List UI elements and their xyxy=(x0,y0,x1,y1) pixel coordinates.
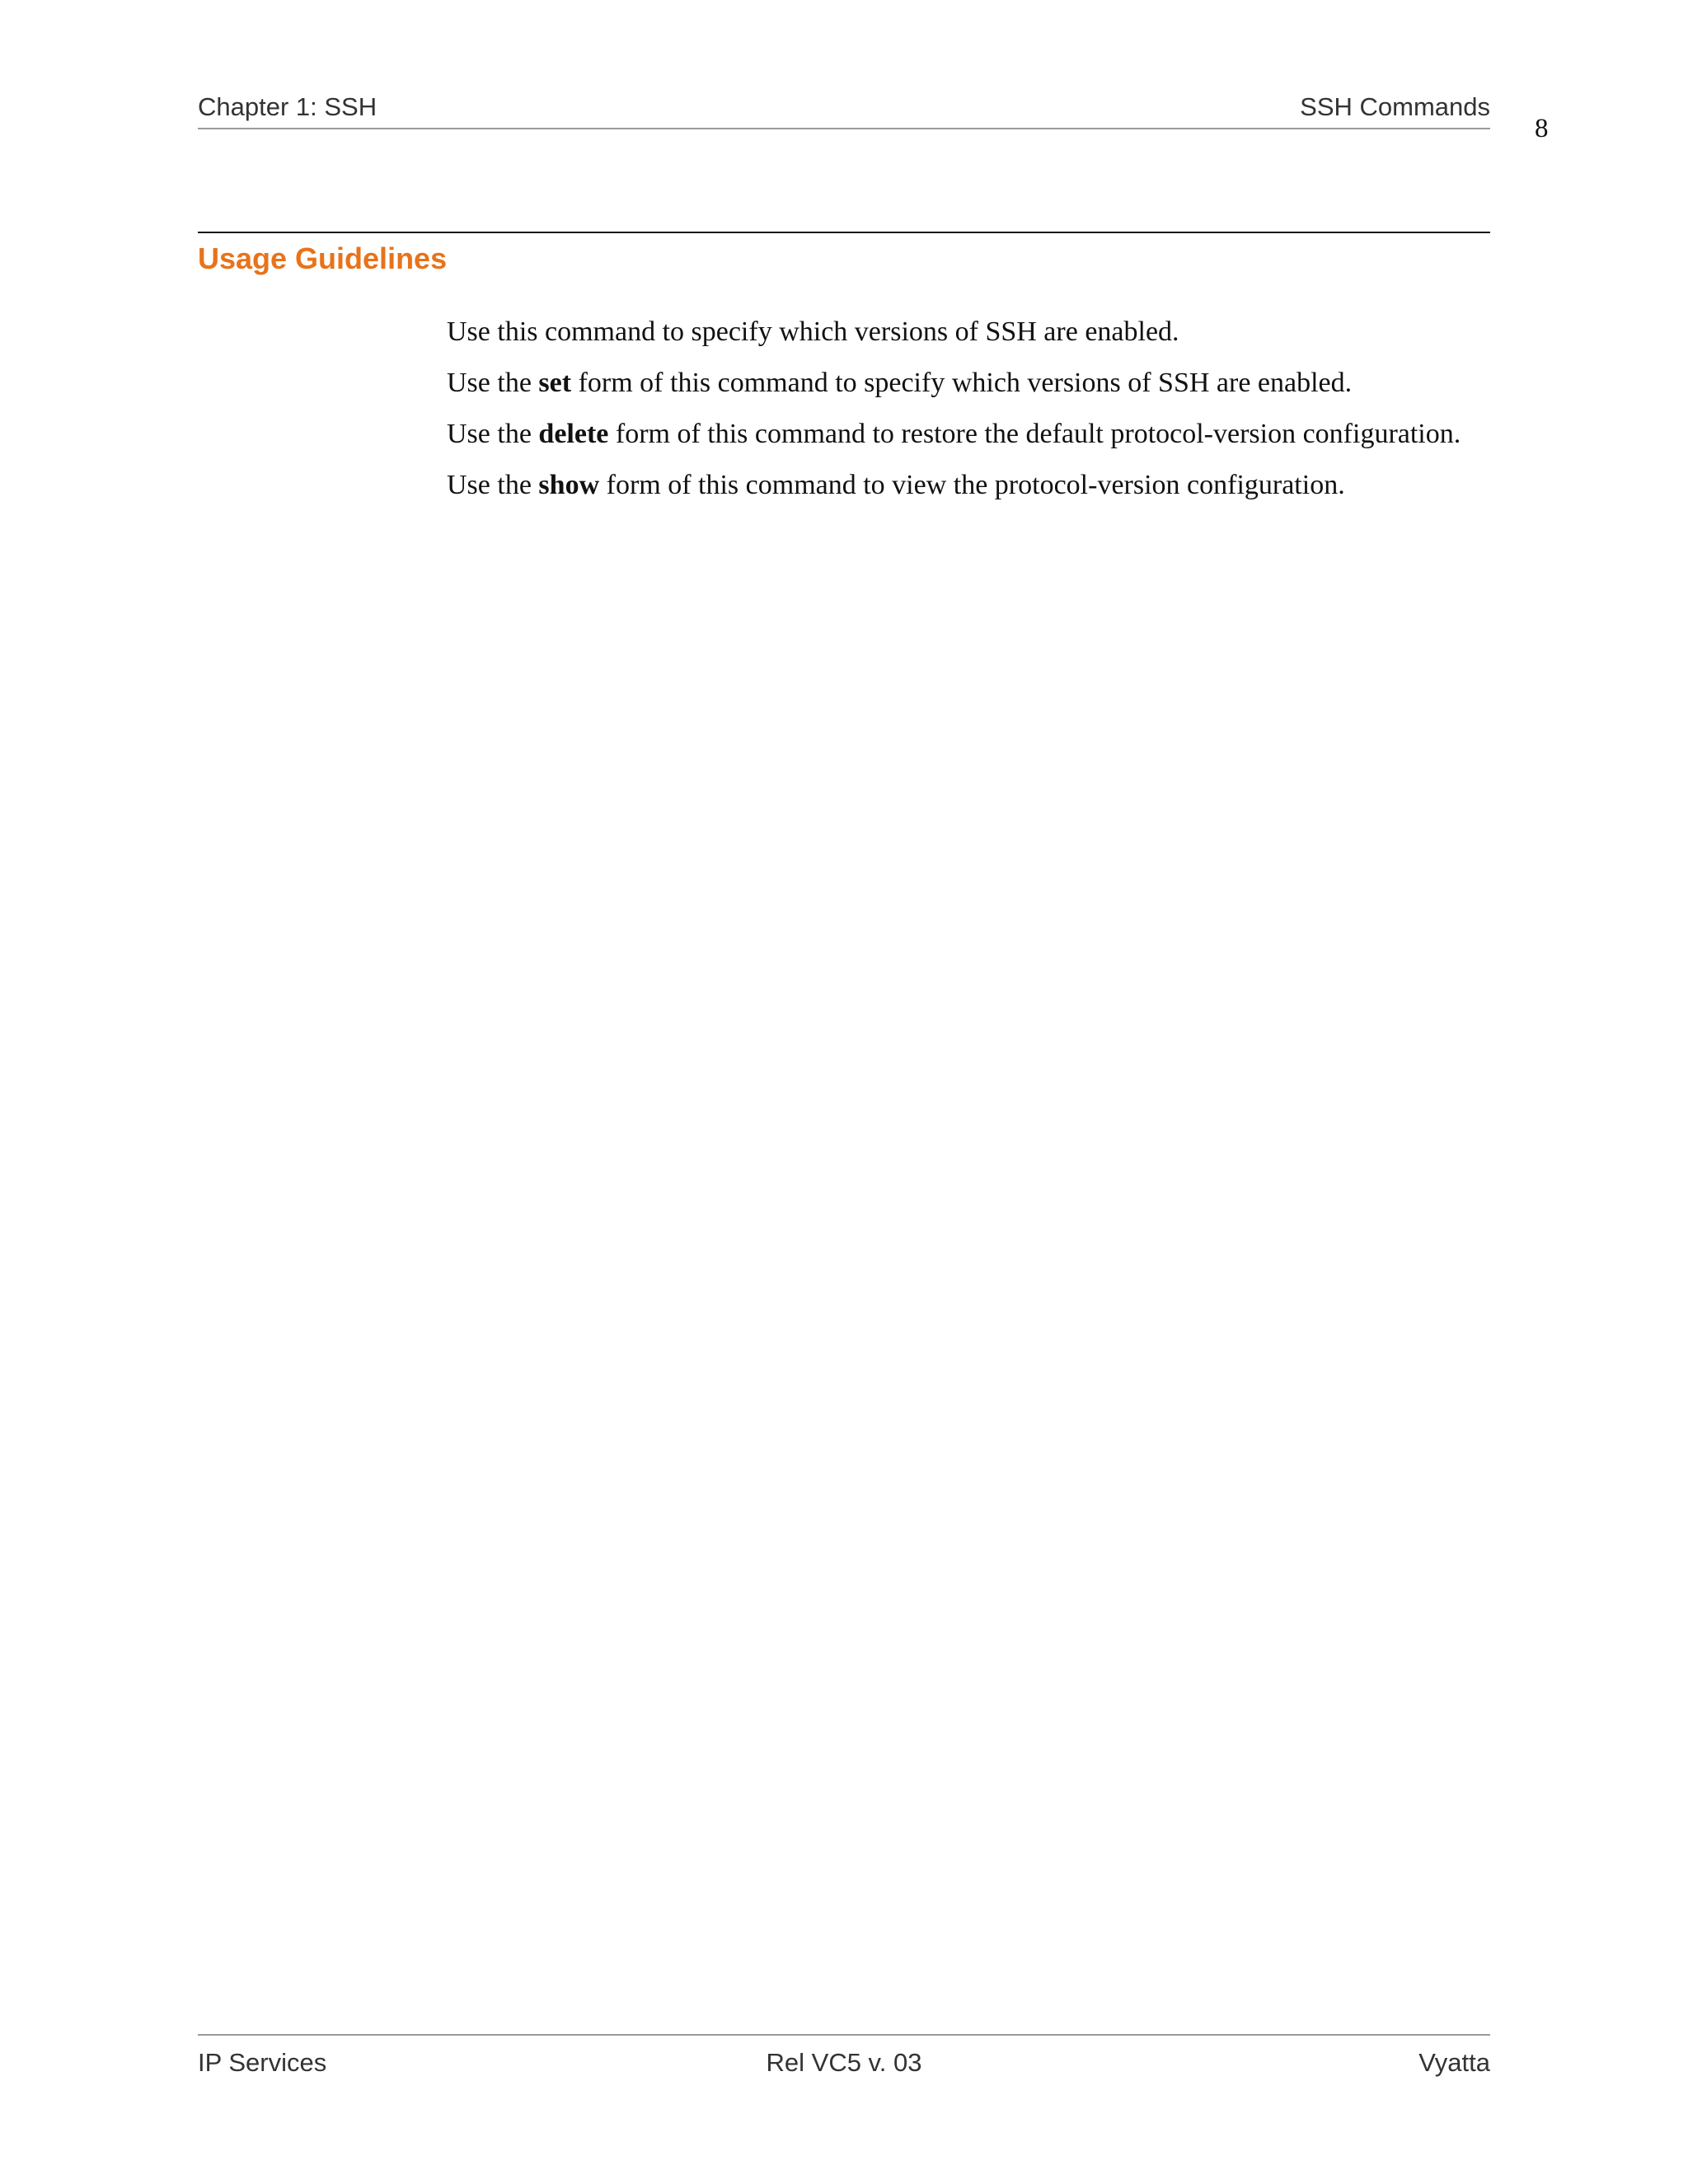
footer-divider xyxy=(198,2034,1490,2036)
paragraph-keyword: show xyxy=(538,470,600,500)
footer-product: IP Services xyxy=(198,2048,327,2077)
paragraph-text-tail: form of this command to restore the default protocol-version configuration. xyxy=(608,419,1461,449)
paragraph xyxy=(447,466,1490,518)
paragraph xyxy=(447,364,1490,415)
section-title: Usage Guidelines xyxy=(198,241,448,275)
paragraph-keyword: set xyxy=(538,368,572,398)
page-number: 8 xyxy=(1535,114,1549,143)
footer-company: Vyatta xyxy=(1418,2048,1490,2077)
paragraph-keyword: delete xyxy=(538,419,609,449)
paragraph-text: Use the xyxy=(447,419,539,449)
paragraph xyxy=(447,313,1490,364)
usage-guidelines-body xyxy=(447,313,1490,518)
section-divider xyxy=(198,232,1490,233)
paragraph-text: Use the xyxy=(447,368,539,398)
footer-release: Rel VC5 v. 03 xyxy=(766,2048,922,2077)
paragraph-text: Use the xyxy=(447,470,539,500)
header-section: SSH Commands xyxy=(1300,92,1490,121)
header-divider xyxy=(198,128,1490,129)
paragraph xyxy=(447,415,1490,466)
paragraph-text: Use this command to specify which versions of SSH are enabled. xyxy=(447,316,1179,347)
header-chapter: Chapter 1: SSH xyxy=(198,92,377,121)
paragraph-text-tail: form of this command to specify which versions of SSH are enabled. xyxy=(571,368,1353,398)
paragraph-text-tail: form of this command to view the protocol-version configuration. xyxy=(599,470,1345,500)
